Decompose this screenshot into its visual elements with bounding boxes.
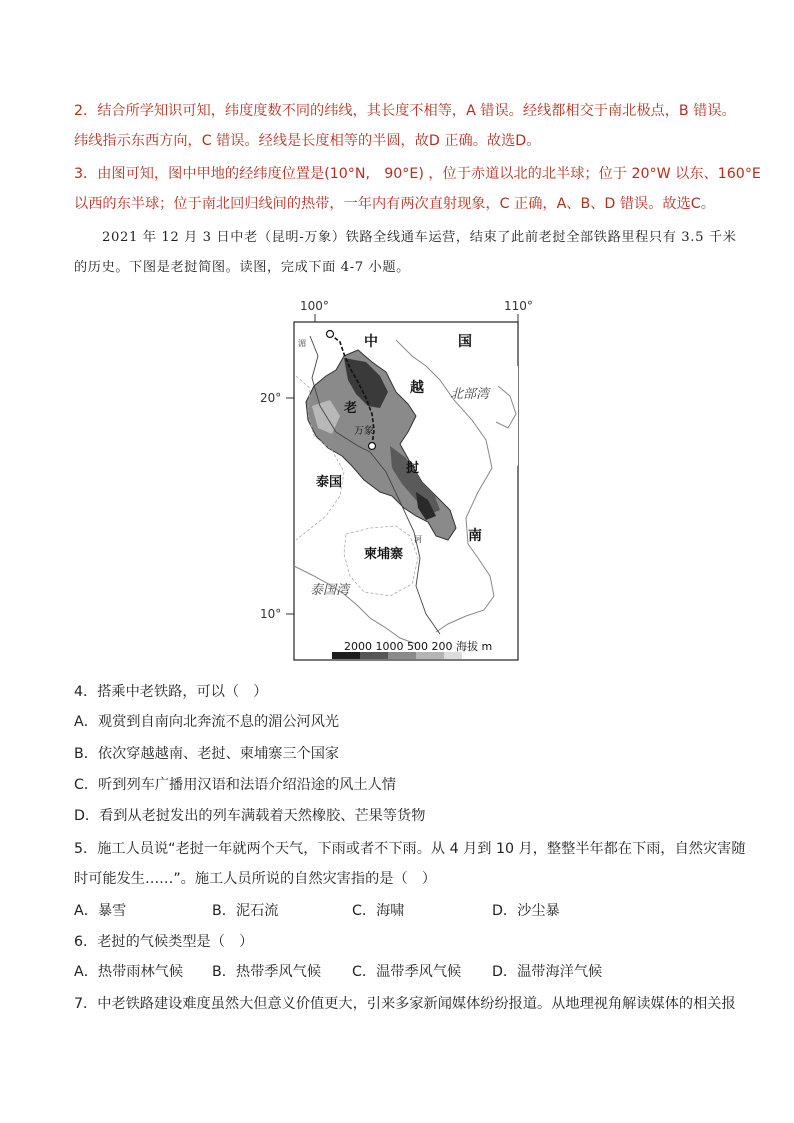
railway-station-north xyxy=(327,331,334,338)
label-cambodia: 柬埔寨 xyxy=(364,547,404,562)
question-5-stem-line2: 时可能发生……”。施工人员所说的自然灾害指的是（ ） xyxy=(74,871,437,887)
legend-swatch-200 xyxy=(416,652,444,659)
label-thailand: 泰国 xyxy=(316,475,343,490)
lon-label-110: 110° xyxy=(504,299,533,313)
answer-3-line1: 3．由图可知，图中甲地的经纬度位置是(10°N, 90°E) ，位于赤道以北的北半球；位于 20°W 以东、160°E xyxy=(74,166,761,182)
label-river-2: 河 xyxy=(414,535,422,544)
laos-map xyxy=(240,296,540,668)
label-gulf-thailand: 泰国湾 xyxy=(310,583,350,598)
label-china-1: 中 xyxy=(364,334,378,350)
answer-2-line1: 2．结合所学知识可知，纬度度数不同的纬线，其长度不相等，A 错误。经线都相交于南北极点，B 错误。 xyxy=(74,103,736,119)
label-vientiane: 万象 xyxy=(354,426,374,437)
label-china-2: 国 xyxy=(458,334,472,350)
question-4-option-a[interactable]: A．观赏到自南向北奔流不息的湄公河风光 xyxy=(74,714,340,730)
label-laos-1: 老 xyxy=(344,401,358,416)
lat-label-10: 10° xyxy=(260,607,282,621)
question-4-option-c[interactable]: C．听到列车广播用汉语和法语介绍沿途的风土人情 xyxy=(74,777,397,793)
legend-swatch-500 xyxy=(388,652,416,659)
vientiane-marker xyxy=(369,443,376,450)
question-5-option-a[interactable]: A．暴雪 xyxy=(74,903,127,919)
question-5-option-c[interactable]: C．海啸 xyxy=(352,903,405,919)
label-gulf-tonkin: 北部湾 xyxy=(450,387,490,402)
question-6-option-d[interactable]: D．温带海洋气候 xyxy=(492,964,603,980)
question-4-stem: 4．搭乘中老铁路，可以（ ） xyxy=(74,684,268,700)
question-6-option-c[interactable]: C．温带季风气候 xyxy=(352,964,462,980)
question-6-option-a[interactable]: A．热带雨林气候 xyxy=(74,964,184,980)
question-5-option-b[interactable]: B．泥石流 xyxy=(212,903,279,919)
lat-label-20: 20° xyxy=(260,391,282,405)
question-5-option-d[interactable]: D．沙尘暴 xyxy=(492,903,560,919)
legend-swatch-low xyxy=(444,652,462,659)
label-vietnam-2: 南 xyxy=(468,528,482,544)
answer-3-line2: 以西的东半球；位于南北回归线间的热带，一年内有两次直射现象，C 正确，A、B、D 错误。故选C。 xyxy=(74,196,715,212)
question-4-option-b[interactable]: B．依次穿越越南、老挝、柬埔寨三个国家 xyxy=(74,746,340,762)
answer-2-line2: 纬线指示东西方向，C 错误。经线是长度相等的半圆，故D 正确。故选D。 xyxy=(74,133,541,149)
label-laos-2: 挝 xyxy=(406,461,420,476)
question-6-stem: 6．老挝的气候类型是（ ） xyxy=(74,934,254,950)
label-vietnam-1: 越 xyxy=(410,380,424,396)
question-6-option-b[interactable]: B．热带季风气候 xyxy=(212,964,322,980)
intro-line2: 的历史。下图是老挝简图。读图，完成下面 4-7 小题。 xyxy=(74,260,410,275)
legend-unit: 海拔 m xyxy=(456,640,493,653)
question-4-option-d[interactable]: D．看到从老挝发出的列车满载着天然橡胶、芒果等货物 xyxy=(74,808,426,824)
legend-swatch-2000 xyxy=(332,652,360,659)
question-7-stem: 7．中老铁路建设难度虽然大但意义价值更大，引来多家新闻媒体纷纷报道。从地理视角解读媒体的相关报 xyxy=(74,996,736,1012)
legend-swatch-1000 xyxy=(360,652,388,659)
intro-line1: 2021 年 12 月 3 日中老（昆明-万象）铁路全线通车运营，结束了此前老挝全部铁路里程只有 3.5 千米 xyxy=(102,230,737,245)
legend-values: 2000 1000 500 200 xyxy=(344,640,453,653)
question-5-stem-line1: 5．施工人员说“老挝一年就两个天气，下雨或者不下雨。从 4 月到 10 月，整整半年都在下雨，自然灾害随 xyxy=(74,841,746,857)
label-mekong: 湄 xyxy=(298,339,306,348)
lon-label-100: 100° xyxy=(300,299,329,313)
